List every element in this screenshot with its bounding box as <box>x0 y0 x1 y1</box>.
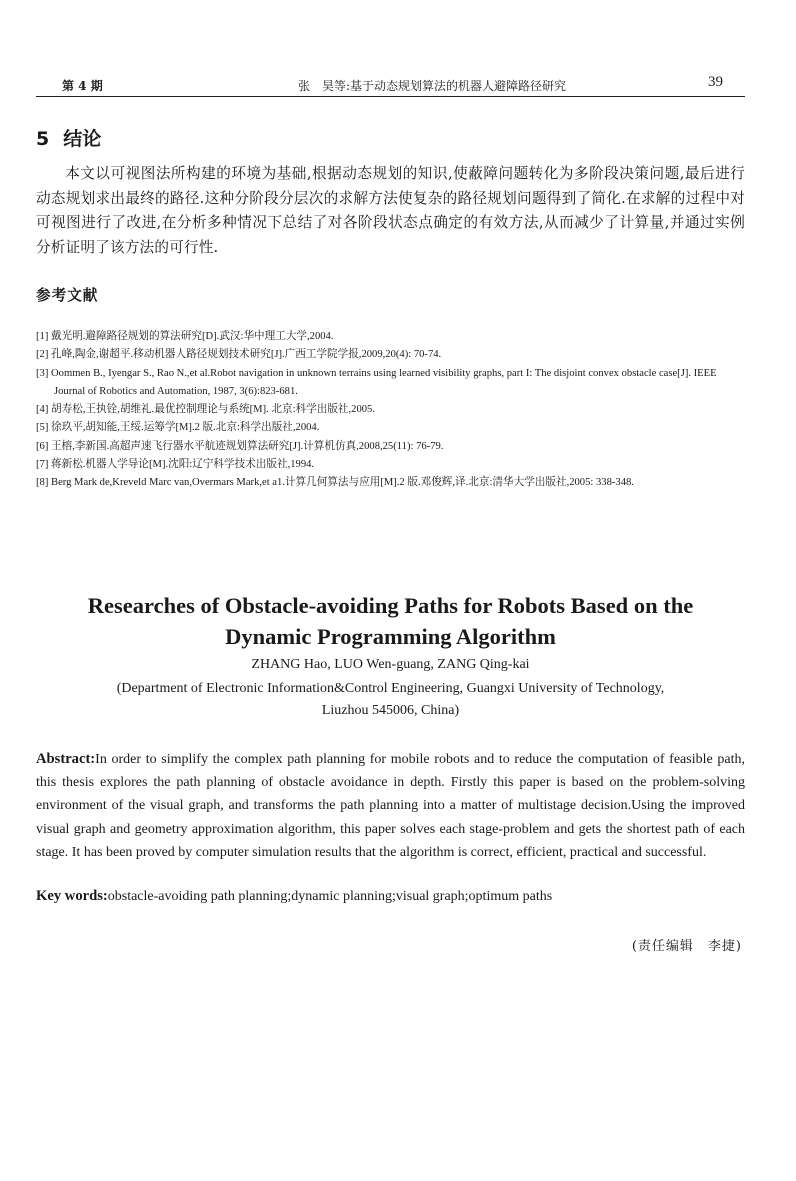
reference-item: [8] Berg Mark de,Kreveld Marc van,Overmars Mark,et a1.计算几何算法与应用[M].2 版.邓俊辉,译.北京:清华大学出版社,2005: 338-348. <box>36 477 634 489</box>
english-authors: ZHANG Hao, LUO Wen-guang, ZANG Qing-kai <box>251 657 530 672</box>
reference-item: [6] 王榕,李新国.高超声速飞行器水平航迹规划算法研究[J].计算机仿真,2008,25(11): 76-79. <box>36 440 444 452</box>
affiliation-line: Liuzhou 545006, China) <box>321 703 460 718</box>
conclusion-heading <box>36 124 101 151</box>
abstract-text: In order to simplify the complex path planning for mobile robots and to reduce the computation of feasible path, this thesis explores the path planning of obstacle avoidance in depth. Firstly this paper is based on the problem-solving environment of the visual graph, and transforms the path planning into a matter of multistage decision.Using the improved visual graph and geometry approximation algorithm, this paper solves each stage-problem and gets the shortest path of each stage. It has been proved by computer simulation results that the algorithm is correct, efficient, practical and successful. <box>36 752 745 860</box>
english-title-line: Researches of Obstacle-avoiding Paths for Robots Based on the <box>87 593 694 618</box>
english-affiliation <box>36 678 745 722</box>
keywords-label: Key words: <box>36 888 108 904</box>
keywords-text: obstacle-avoiding path planning;dynamic planning;visual graph;optimum paths <box>107 889 553 904</box>
section-number: 5 <box>36 128 50 150</box>
running-title: 张 昊等:基于动态规划算法的机器人避障路径研究 <box>298 79 567 93</box>
english-title <box>36 590 745 652</box>
abstract-label: Abstract: <box>36 751 96 767</box>
conclusion-paragraph: 本文以可视图法所构建的环境为基础,根据动态规划的知识,使蔽障问题转化为多阶段决策问题,最后进行动态规划求出最终的路径.这种分阶段分层次的求解方法使复杂的路径规划问题得到了简化.在求解的过程中对可视图进行了改进,在分析多种情况下总结了对各阶段状态点确定的有效方法,从而减少了计算量,并通过实例分析证明了该方法的可行性. <box>36 165 745 256</box>
section-title: 结论 <box>63 128 102 150</box>
reference-item: [4] 胡寿松,王执铨,胡维礼.最优控制理论与系统[M]. 北京:科学出版社,2005. <box>36 404 375 416</box>
english-keywords <box>36 886 745 907</box>
page-number: 39 <box>708 74 723 90</box>
english-abstract <box>36 748 745 864</box>
running-header <box>36 74 745 97</box>
reference-item: [5] 徐玖平,胡知能,王绥.运筹学[M].2 版.北京:科学出版社,2004. <box>36 422 320 434</box>
english-title-line: Dynamic Programming Algorithm <box>225 624 556 649</box>
reference-item: [7] 蒋新松.机器人学导论[M].沈阳:辽宁科学技术出版社,1994. <box>36 459 315 471</box>
reference-item: [2] 孔峰,陶金,谢超平.移动机器人路径规划技术研究[J].广西工学院学报,2009,20(4): 70-74. <box>36 349 442 361</box>
issue-number: 第 4 期 <box>62 79 103 93</box>
editor-note: (责任编辑 李捷) <box>631 939 742 954</box>
affiliation-line: (Department of Electronic Information&Control Engineering, Guangxi University of Technology, <box>116 681 665 696</box>
reference-item: [1] 戴光明.避障路径规划的算法研究[D].武汉:华中理工大学,2004. <box>36 331 334 342</box>
reference-list <box>36 328 748 493</box>
reference-item: [3] Oommen B., Iyengar S., Rao N.,et al.Robot navigation in unknown terrains using learned visibility graphs, part I: The disjoint convex obstacle case[J]. IEEE Journal of Robotics and Automation, 1987, 3(6):823-681. <box>36 367 717 397</box>
references-heading: 参考文献 <box>36 287 99 304</box>
